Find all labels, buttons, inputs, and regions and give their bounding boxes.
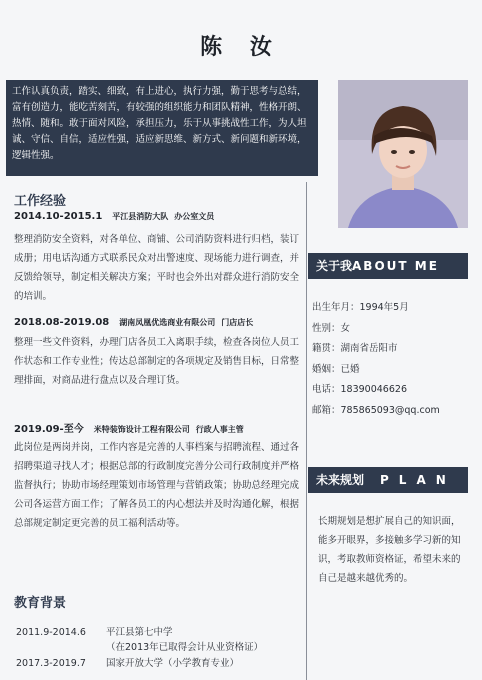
about-title-bar [308, 253, 468, 279]
experience-title: 工作经验 [14, 194, 67, 209]
job-date: 2018.08-2019.08 [14, 317, 110, 328]
job-header [14, 211, 214, 222]
about-row: 出生年月：1994年5月 [312, 302, 409, 313]
about-row: 电话：18390046626 [312, 384, 407, 395]
job-header [14, 420, 244, 435]
job-role: 办公室文员 [174, 212, 215, 221]
about-row: 籍贯：湖南省岳阳市 [312, 343, 398, 354]
about-row: 邮箱：785865093@qq.com [312, 404, 440, 416]
plan-text: 长期规划是想扩展自己的知识面，能多开眼界，多接触多学习新的知识，考取教师资格证，希望未来的自己是越来越优秀的。 [318, 516, 461, 584]
job-description: 整理消防安全资料，对各单位、商铺、公司消防资料进行归档，装订成册；用电话沟通方式联系民众对出警速度、现场能力进行调查，并反馈给领导，制定相关解决方案；平时也会外出对群众进行消防安全的培训。 [14, 234, 300, 302]
education-date: 2011.9-2014.6 [16, 627, 86, 638]
column-divider [306, 182, 307, 680]
about-title-cn: 关于我 [316, 259, 353, 273]
plan-title-cn: 未来规划 [316, 473, 365, 487]
education-title: 教育背景 [14, 596, 67, 611]
job-role: 门店店长 [221, 318, 254, 327]
plan-title-bar [308, 467, 468, 493]
education-school: 国家开放大学（小学教育专业） [106, 658, 240, 669]
job-description: 此岗位是两岗并岗，工作内容是完善的人事档案与招聘流程、通过各招聘渠道寻找人才；根据总部的行政制度完善分公司行政制度并严格监督执行；协助市场经理策划市场管理与营销政策；协助总经理完成公司各运营方面工作；了解各员工的内心想法并及时沟通化解，根据总部规定制定更完善的员工福利活动等。 [14, 442, 300, 529]
portrait-photo-icon [338, 80, 468, 228]
job-company: 湖南凤凰优选商业有限公司 [119, 318, 216, 327]
summary-box: 工作认真负责，踏实、细致，有上进心，执行力强，勤于思考与总结，富有创造力，能吃苦刻苦，有较强的组织能力和团队精神，性格开朗、热情、随和。敢于面对风险，承担压力，乐于从事挑战性工作，为人坦诚、守信、自信，适应性强，适应新思维、新方式、新问题和新环境，逻辑性强。 [6, 80, 318, 176]
job-header [14, 317, 253, 328]
job-role: 行政人事主管 [195, 425, 244, 434]
about-info [312, 298, 472, 421]
education-item [16, 624, 173, 638]
job-date: 2019.09-至今 [14, 424, 84, 435]
job-company: 平江县消防大队 [112, 212, 169, 221]
education-school: 平江县第七中学 [106, 627, 173, 638]
education-item [16, 655, 239, 669]
job-company: 米特装饰设计工程有限公司 [93, 425, 190, 434]
about-row: 性别：女 [312, 322, 351, 334]
about-row: 婚姻：已婚 [312, 363, 360, 375]
job-description: 整理一些文件资料，办理门店各员工入离职手续，检查各岗位人员工作状态和工作专业性；传达总部制定的各项规定及销售目标，日常整理排面，对商品进行盘点以及合理订货。 [14, 337, 300, 386]
education-note: （在2013年已取得会计从业资格证） [106, 642, 264, 653]
avatar [338, 80, 468, 228]
plan-title-en: PLAN [380, 473, 456, 487]
job-date: 2014.10-2015.1 [14, 211, 103, 222]
person-name: 陈 汝 [200, 35, 282, 60]
about-title-en: ABOUT ME [352, 259, 439, 273]
education-date: 2017.3-2019.7 [16, 658, 86, 669]
